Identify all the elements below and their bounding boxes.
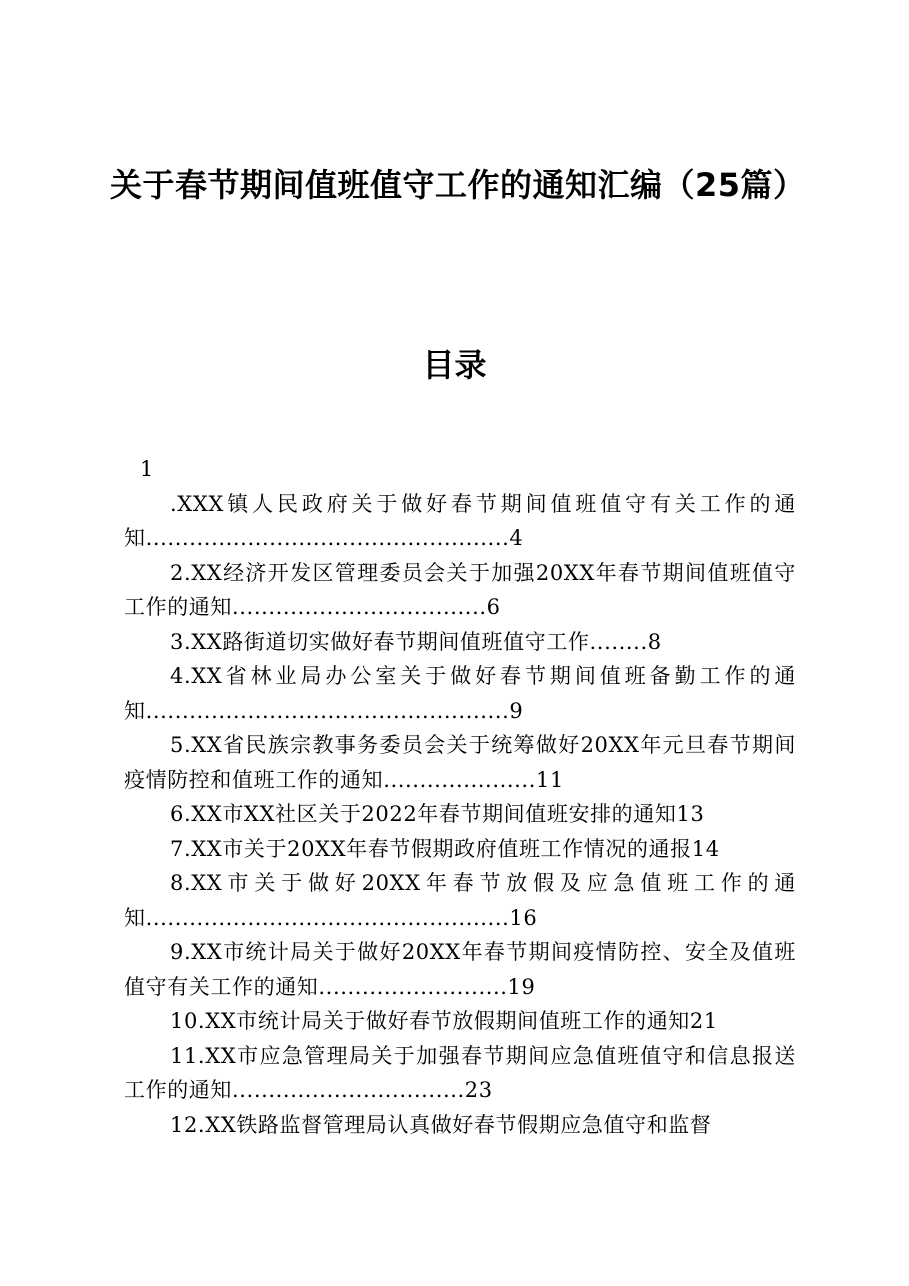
toc-item-11[interactable]: 11.XX市应急管理局关于加强春节期间应急值班值守和信息报送工作的通知................................23 (124, 1043, 796, 1102)
toc-item-9[interactable]: 9.XX市统计局关于做好20XX年春节期间疫情防控、安全及值班值守有关工作的通知..........................19 (124, 940, 796, 999)
toc-item-8[interactable]: 8.XX市关于做好20XX年春节放假及应急值班工作的通知..................................................16 (124, 871, 796, 930)
toc-item-10[interactable]: 10.XX市统计局关于做好春节放假期间值班工作的通知21 (170, 1009, 718, 1033)
toc-item-7[interactable]: 7.XX市关于20XX年春节假期政府值班工作情况的通报14 (170, 836, 720, 861)
toc-item-6[interactable]: 6.XX市XX社区关于2022年春节期间值班安排的通知13 (170, 802, 705, 826)
toc-item-12[interactable]: 12.XX铁路监督管理局认真做好春节假期应急值守和监督 (170, 1112, 712, 1137)
toc-item-2[interactable]: 2.XX经济开发区管理委员会关于加强20XX年春节期间值班值守工作的通知...................................6 (124, 560, 796, 619)
table-of-contents (124, 452, 796, 1142)
toc-heading: 目录 (422, 346, 487, 384)
toc-item-1[interactable]: .XXX镇人民政府关于做好春节期间值班值守有关工作的通知..................................................4 (124, 491, 796, 550)
toc-item-4[interactable]: 4.XX省林业局办公室关于做好春节期间值班备勤工作的通知..................................................9 (124, 664, 796, 723)
toc-item-5[interactable]: 5.XX省民族宗教事务委员会关于统筹做好20XX年元旦春节期间疫情防控和值班工作的通知.....................11 (124, 733, 796, 792)
document-title: 关于春节期间值班值守工作的通知汇编（25篇） (110, 166, 806, 204)
toc-item-3[interactable]: 3.XX路街道切实做好春节期间值班值守工作........8 (170, 629, 662, 654)
toc-first-number: 1 (140, 457, 154, 481)
